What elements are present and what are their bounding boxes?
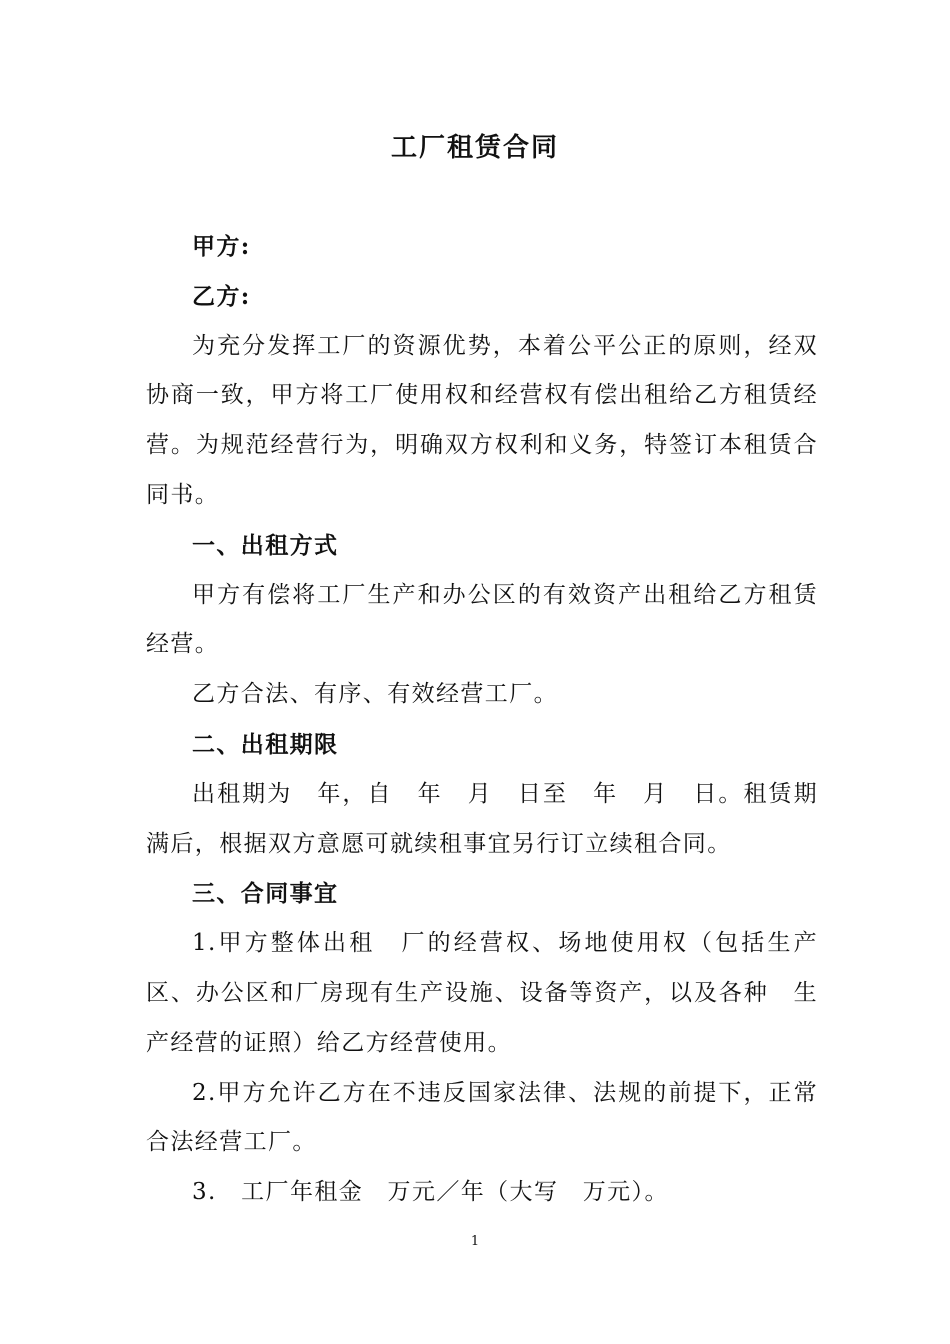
paragraph: 2.甲方允许乙方在不违反国家法律、法规的前提下，正常合法经营工厂。 — [146, 1079, 818, 1156]
paragraph: 1.甲方整体出租 厂的经营权、场地使用权（包括生产区、办公区和厂房现有生产设施、设备等资产，以及各种 生产经营的证照）给乙方经营使用。 — [146, 930, 818, 1056]
party-b-label: 乙方: — [192, 282, 251, 310]
page-number: 1 — [470, 1234, 480, 1249]
paragraph: 3. 工厂年租金 万元／年（大写 万元）。 — [192, 1179, 669, 1206]
section-heading-contract-matters: 三、合同事宜 — [192, 880, 339, 908]
party-a-label: 甲方: — [192, 233, 251, 260]
paragraph: 出租期为 年，自 年 月 日至 年 月 日。租赁期满后，根据双方意愿可就续租事宜另行订立续租合同。 — [146, 780, 818, 857]
paragraph: 乙方合法、有序、有效经营工厂。 — [192, 681, 558, 708]
document-title: 工厂租赁合同 — [390, 133, 559, 163]
section-heading-rental-term: 二、出租期限 — [192, 730, 339, 758]
document-body — [146, 222, 818, 1218]
section-heading-rental-method: 一、出租方式 — [192, 531, 339, 559]
paragraph: 甲方有偿将工厂生产和办公区的有效资产出租给乙方租赁经营。 — [146, 581, 818, 658]
intro-paragraph: 为充分发挥工厂的资源优势，本着公平公正的原则，经双协商一致，甲方将工厂使用权和经营权有偿出租给乙方租赁经营。为规范经营行为，明确双方权利和义务，特签订本租赁合同书。 — [146, 332, 818, 508]
